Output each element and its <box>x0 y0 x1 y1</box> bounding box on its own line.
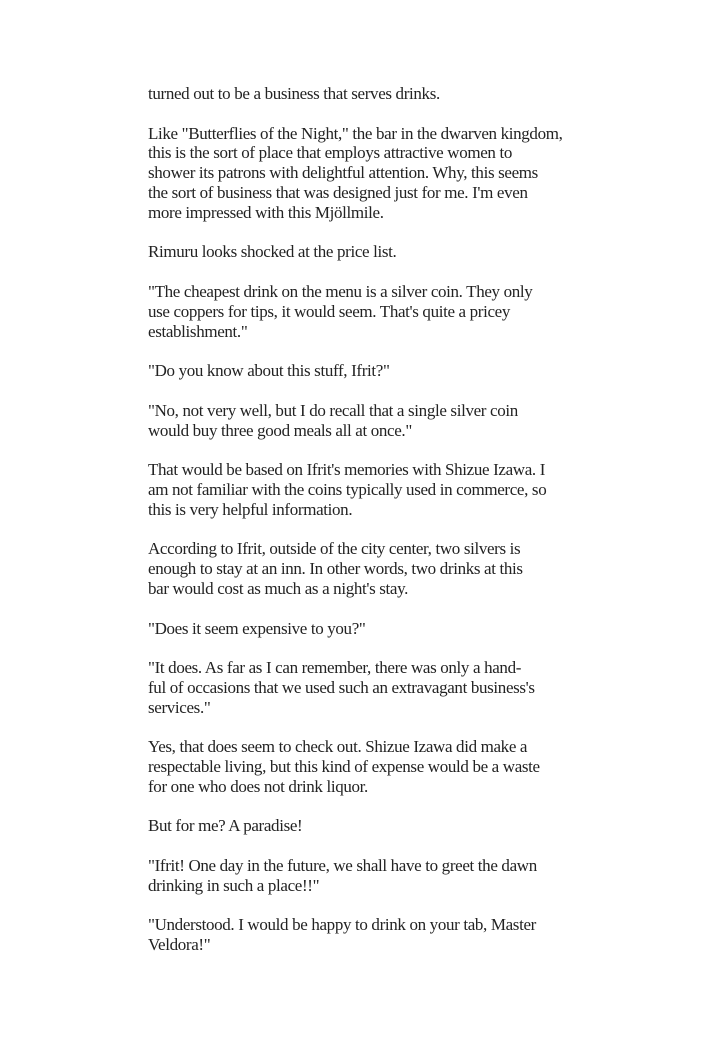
text-line: this is very helpful information. <box>148 499 353 519</box>
text-line: "No, not very well, but I do recall that a single silver coin <box>148 400 518 420</box>
text-line: ful of occasions that we used such an extravagant business's <box>148 677 535 697</box>
text-line: shower its patrons with delightful attention. Why, this seems <box>148 163 538 183</box>
text-line: more impressed with this Mjöllmile. <box>148 202 384 222</box>
text-line: That would be based on Ifrit's memories with Shizue Izawa. I <box>148 460 546 480</box>
text-line: According to Ifrit, outside of the city center, two silvers is <box>148 539 521 559</box>
text-line: "It does. As far as I can remember, there was only a hand- <box>148 658 522 678</box>
text-line: respectable living, but this kind of expense would be a waste <box>148 757 540 777</box>
text-line: Yes, that does seem to check out. Shizue Izawa did make a <box>148 737 528 757</box>
paragraph <box>148 401 563 441</box>
paragraph <box>148 619 563 639</box>
paragraph <box>148 361 563 381</box>
text-line: for one who does not drink liquor. <box>148 776 368 796</box>
paragraph <box>148 539 563 598</box>
text-line: enough to stay at an inn. In other words, two drinks at this <box>148 559 523 579</box>
paragraph <box>148 856 563 896</box>
text-line: use coppers for tips, it would seem. That's quite a pricey <box>148 301 511 321</box>
text-line: Like "Butterflies of the Night," the bar in the dwarven kingdom, <box>148 123 563 143</box>
text-block <box>148 84 563 975</box>
text-line: "Do you know about this stuff, Ifrit?" <box>148 361 390 381</box>
text-line: the sort of business that was designed just for me. I'm even <box>148 182 528 202</box>
text-line: "Does it seem expensive to you?" <box>148 618 366 638</box>
text-line: "Ifrit! One day in the future, we shall have to greet the dawn <box>148 856 537 876</box>
paragraph <box>148 816 563 836</box>
paragraph <box>148 242 563 262</box>
text-line: would buy three good meals all at once." <box>148 420 412 440</box>
paragraph <box>148 124 563 223</box>
paragraph <box>148 460 563 519</box>
text-line: turned out to be a business that serves drinks. <box>148 84 440 103</box>
text-line: "The cheapest drink on the menu is a silver coin. They only <box>148 281 533 301</box>
paragraph <box>148 84 563 104</box>
text-line: am not familiar with the coins typically used in commerce, so <box>148 479 547 499</box>
paragraph <box>148 737 563 796</box>
paragraph <box>148 658 563 717</box>
text-line: drinking in such a place!!" <box>148 875 320 895</box>
text-line: this is the sort of place that employs attractive women to <box>148 143 512 163</box>
text-line: establishment." <box>148 321 248 341</box>
text-line: "Understood. I would be happy to drink on your tab, Master <box>148 915 536 935</box>
text-line: Veldora!" <box>148 935 211 955</box>
paragraph <box>148 915 563 955</box>
paragraph <box>148 282 563 341</box>
text-line: But for me? A paradise! <box>148 816 303 836</box>
text-line: services." <box>148 697 211 717</box>
text-line: bar would cost as much as a night's stay. <box>148 578 409 598</box>
text-line: Rimuru looks shocked at the price list. <box>148 242 397 262</box>
